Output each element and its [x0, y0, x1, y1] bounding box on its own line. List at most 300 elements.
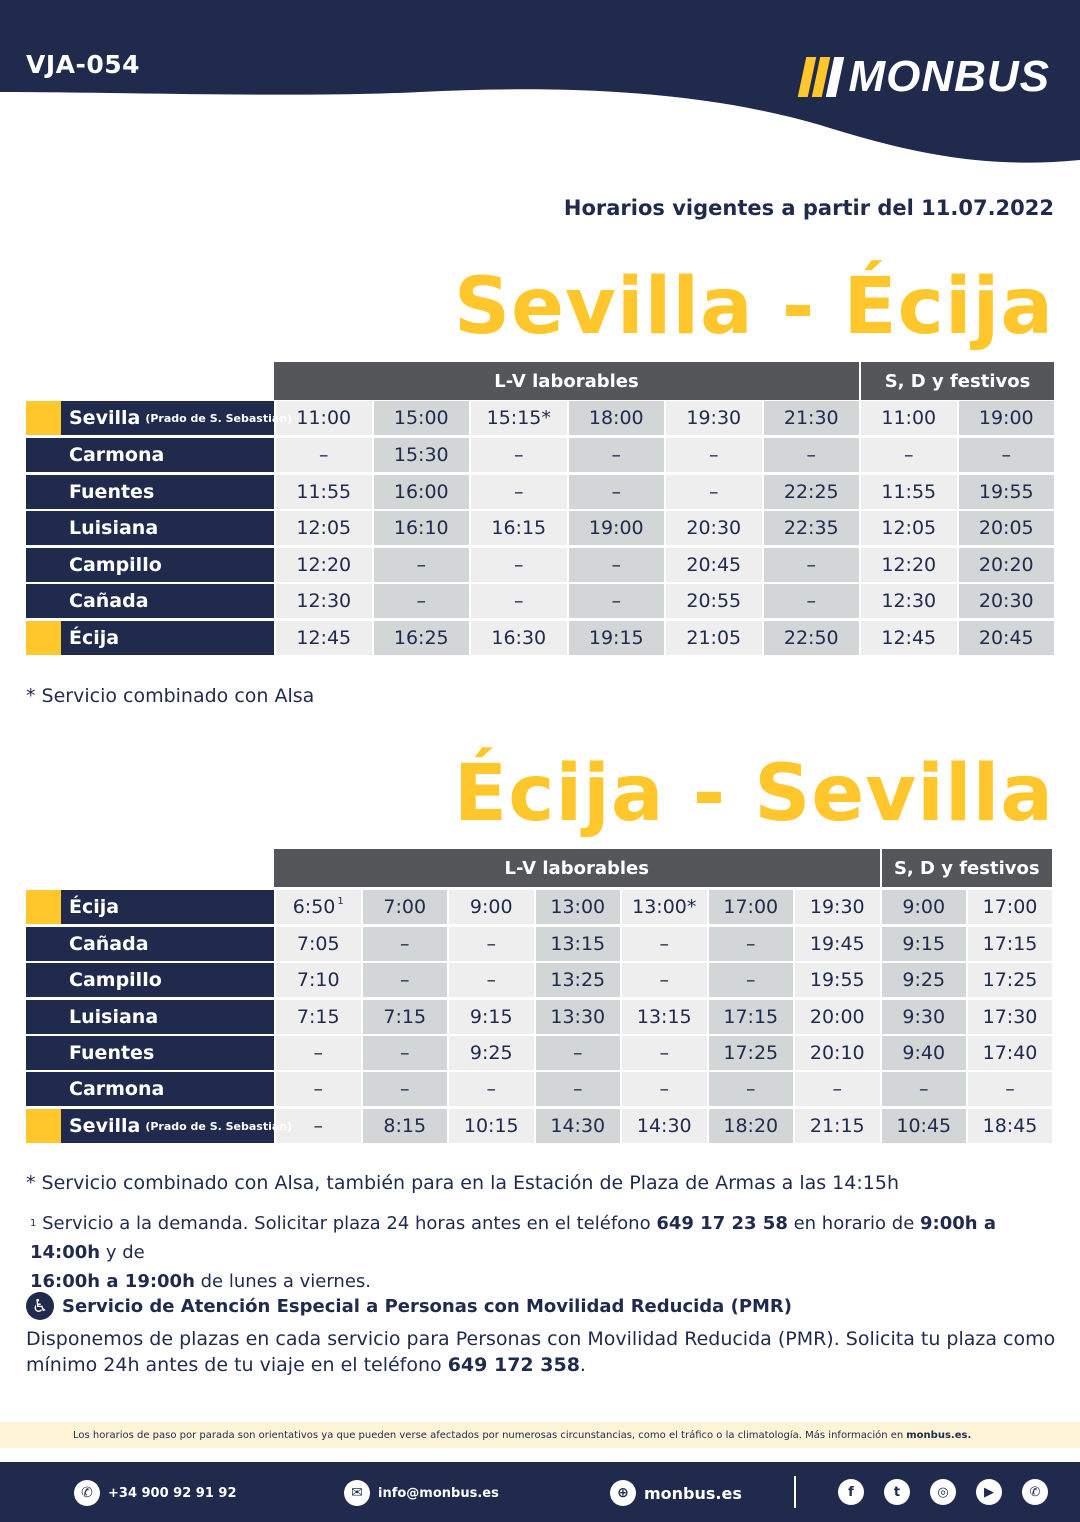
time-value: 22:35 [783, 517, 839, 539]
time-cell [372, 548, 470, 582]
time-cell [447, 1036, 534, 1070]
table-row [26, 584, 1054, 618]
time-value: – [400, 1042, 410, 1064]
time-value: 17:00 [982, 896, 1038, 918]
route-title-sevilla-ecija: Sevilla - Écija [453, 262, 1054, 352]
time-cell [274, 1000, 361, 1034]
stop-label: Carmona [69, 444, 165, 466]
time-value: – [746, 1078, 756, 1100]
pmr-phone: 649 172 358 [447, 1354, 580, 1376]
disclaimer-bar [0, 1422, 1080, 1448]
time-value: 12:20 [296, 554, 352, 576]
time-cell [859, 401, 957, 435]
stop-name [26, 475, 274, 509]
time-value: – [904, 444, 914, 466]
time-cell [793, 1072, 880, 1106]
time-value: – [400, 933, 410, 955]
time-cell [567, 621, 665, 655]
time-value: – [659, 933, 669, 955]
time-value: – [611, 481, 621, 503]
time-cell [664, 621, 762, 655]
time-value: 18:20 [723, 1115, 779, 1137]
table-row [26, 475, 1054, 509]
time-cell [274, 621, 372, 655]
time-cell [664, 548, 762, 582]
whatsapp-icon[interactable]: ✆ [1022, 1479, 1048, 1505]
time-value: 12:20 [881, 554, 937, 576]
time-value: 9:40 [902, 1042, 946, 1064]
time-cell [469, 584, 567, 618]
time-cell [567, 511, 665, 545]
time-value: 9:30 [902, 1006, 946, 1028]
footer [0, 1462, 1080, 1522]
time-cell [966, 1109, 1052, 1143]
time-cell [620, 927, 707, 961]
pmr-text-body: Disponemos de plazas en cada servicio para Personas con Movilidad Reducida (PMR). Solicita tu plaza como mínimo 24h antes de tu viaje en el teléfono [26, 1328, 1056, 1376]
time-cell [274, 584, 372, 618]
time-cell [762, 548, 860, 582]
time-value: 9:25 [902, 969, 946, 991]
time-value: 19:15 [588, 627, 644, 649]
valid-from-text: Horarios vigentes a partir del 11.07.2022 [563, 196, 1054, 220]
time-cell [361, 1072, 448, 1106]
time-cell [966, 1036, 1052, 1070]
stop-name [26, 1036, 274, 1070]
time-cell [664, 401, 762, 435]
stop-label: Cañada [69, 590, 149, 612]
time-value: 20:05 [978, 517, 1034, 539]
time-value: – [806, 554, 816, 576]
header-weekend: S, D y festivos [861, 362, 1054, 400]
time-value: – [806, 444, 816, 466]
time-cell [664, 475, 762, 509]
time-value: 13:15 [636, 1006, 692, 1028]
time-value: 19:30 [686, 407, 742, 429]
timetable-ecija-sevilla [26, 849, 1054, 1145]
facebook-icon[interactable]: f [838, 1479, 864, 1505]
stop-name [26, 1072, 274, 1106]
time-value: – [486, 1078, 496, 1100]
time-value: 18:45 [982, 1115, 1038, 1137]
time-cell [793, 890, 880, 924]
time-value: 7:05 [296, 933, 340, 955]
time-value: 13:15 [550, 933, 606, 955]
time-value: – [659, 969, 669, 991]
time-value: 8:15 [383, 1115, 427, 1137]
footer-web[interactable] [610, 1480, 742, 1506]
time-value: – [746, 933, 756, 955]
instagram-icon[interactable]: ◎ [930, 1479, 956, 1505]
time-value: 15:00 [393, 407, 449, 429]
time-cell [859, 475, 957, 509]
time-value: 20:30 [978, 590, 1034, 612]
monbus-logo [802, 52, 1050, 102]
youtube-icon[interactable]: ▶ [976, 1479, 1002, 1505]
time-value: – [514, 590, 524, 612]
social-icons [838, 1479, 1048, 1505]
time-cell [534, 963, 621, 997]
time-cell [469, 438, 567, 472]
time-cell [664, 584, 762, 618]
time-cell [567, 548, 665, 582]
demand-note-part4: de lunes a viernes. [194, 1271, 371, 1292]
time-cell [274, 927, 361, 961]
time-value: 18:00 [588, 407, 644, 429]
footer-phone[interactable] [74, 1480, 237, 1506]
time-value: 22:25 [783, 481, 839, 503]
time-cell [793, 927, 880, 961]
time-value: 9:00 [902, 896, 946, 918]
time-value: – [416, 554, 426, 576]
timetable1-note: * Servicio combinado con Alsa [26, 685, 315, 707]
table-row [26, 927, 1052, 961]
time-cell [567, 475, 665, 509]
table-row [26, 548, 1054, 582]
time-cell [372, 475, 470, 509]
stop-name [26, 401, 293, 435]
time-cell [620, 1109, 707, 1143]
stop-name [26, 438, 274, 472]
time-cell [859, 584, 957, 618]
time-value: – [746, 969, 756, 991]
time-value: 17:30 [982, 1006, 1038, 1028]
header-banner [0, 0, 1080, 175]
time-value: – [806, 590, 816, 612]
time-cell [707, 1072, 794, 1106]
time-cell [957, 475, 1055, 509]
globe-icon: ⊕ [610, 1480, 636, 1506]
time-cell [957, 438, 1055, 472]
table-row [26, 890, 1052, 924]
time-cell [707, 1109, 794, 1143]
header-weekday: L-V laborables [274, 362, 859, 400]
time-value: – [514, 481, 524, 503]
stop-label: Fuentes [69, 1042, 155, 1064]
time-value: – [319, 444, 329, 466]
table-row [26, 1072, 1052, 1106]
time-value: 17:40 [982, 1042, 1038, 1064]
time-value: – [313, 1115, 323, 1137]
time-value: 12:05 [296, 517, 352, 539]
time-cell [957, 401, 1055, 435]
time-value: 14:30 [636, 1115, 692, 1137]
time-value: 9:15 [469, 1006, 513, 1028]
time-cell [534, 1000, 621, 1034]
time-cell [620, 1036, 707, 1070]
time-value: 9:00 [469, 896, 513, 918]
time-value: 16:30 [491, 627, 547, 649]
time-value: – [1005, 1078, 1015, 1100]
header-weekday: L-V laborables [274, 849, 880, 887]
time-value: 7:00 [383, 896, 427, 918]
time-value: 12:45 [296, 627, 352, 649]
table-row [26, 1109, 1052, 1143]
stop-name [26, 890, 274, 924]
time-cell [469, 475, 567, 509]
time-cell [880, 1036, 967, 1070]
time-cell [793, 1000, 880, 1034]
time-value: 19:00 [978, 407, 1034, 429]
time-value: 21:30 [783, 407, 839, 429]
time-cell [372, 511, 470, 545]
time-value: 20:10 [809, 1042, 865, 1064]
stop-label: Sevilla [69, 407, 141, 429]
time-cell [859, 438, 957, 472]
demand-note-phone: 649 17 23 58 [656, 1213, 788, 1234]
logo-stripes-icon [798, 57, 845, 97]
time-value: 21:05 [686, 627, 742, 649]
time-value: – [659, 1078, 669, 1100]
time-value: 13:30 [550, 1006, 606, 1028]
time-value: – [1001, 444, 1011, 466]
time-value: 17:15 [982, 933, 1038, 955]
time-value: 16:15 [491, 517, 547, 539]
twitter-icon[interactable]: t [884, 1479, 910, 1505]
stop-label: Écija [69, 896, 120, 918]
time-cell [957, 584, 1055, 618]
time-value: – [573, 1042, 583, 1064]
time-cell [880, 927, 967, 961]
time-value: 15:30 [393, 444, 449, 466]
disclaimer-text: Los horarios de paso por parada son orientativos ya que pueden verse afectados por numerosas circunstancias, como el tráfico o la climatología. Más información en [73, 1429, 904, 1441]
time-cell [762, 475, 860, 509]
time-cell [274, 511, 372, 545]
disclaimer-link[interactable]: monbus.es. [906, 1429, 972, 1441]
logo-text: MONBUS [848, 52, 1050, 101]
time-value: 16:10 [393, 517, 449, 539]
time-value: – [400, 969, 410, 991]
stop-name [26, 1000, 274, 1034]
time-cell [469, 548, 567, 582]
time-value: 11:00 [881, 407, 937, 429]
time-cell [447, 1109, 534, 1143]
stop-sublabel: (Prado de S. Sebastián) [145, 1119, 293, 1133]
time-cell [274, 963, 361, 997]
time-cell [361, 1000, 448, 1034]
stop-label: Fuentes [69, 481, 155, 503]
time-value: 13:00* [632, 896, 697, 918]
time-value: 13:00 [550, 896, 606, 918]
time-value: 7:10 [296, 969, 340, 991]
stop-name [26, 584, 274, 618]
table-row [26, 511, 1054, 545]
time-cell [762, 438, 860, 472]
time-cell [762, 584, 860, 618]
time-value: – [709, 481, 719, 503]
time-cell [469, 401, 567, 435]
time-cell [957, 548, 1055, 582]
time-value: 17:15 [723, 1006, 779, 1028]
table-row [26, 438, 1054, 472]
time-cell [567, 401, 665, 435]
time-cell [567, 438, 665, 472]
table-row [26, 1036, 1052, 1070]
stop-sublabel: (Prado de S. Sebastián) [145, 411, 293, 425]
time-value: – [313, 1042, 323, 1064]
time-value: 12:05 [881, 517, 937, 539]
time-value: – [611, 554, 621, 576]
time-cell [793, 963, 880, 997]
stop-label: Cañada [69, 933, 149, 955]
time-value: – [611, 590, 621, 612]
time-cell [957, 511, 1055, 545]
time-value: 22:50 [783, 627, 839, 649]
time-cell [361, 890, 448, 924]
time-cell [534, 1036, 621, 1070]
time-value: 21:15 [809, 1115, 865, 1137]
time-cell [469, 511, 567, 545]
timetable2-note: * Servicio combinado con Alsa, también para en la Estación de Plaza de Armas a las 14:15h [26, 1172, 899, 1194]
time-cell [707, 963, 794, 997]
time-value: 16:25 [393, 627, 449, 649]
table-row [26, 963, 1052, 997]
time-cell [966, 1000, 1052, 1034]
time-cell [707, 890, 794, 924]
time-value: – [832, 1078, 842, 1100]
route-title-ecija-sevilla: Écija - Sevilla [453, 749, 1054, 839]
time-value: – [659, 1042, 669, 1064]
time-value: 19:55 [978, 481, 1034, 503]
time-value: 19:45 [809, 933, 865, 955]
time-value: 7:15 [383, 1006, 427, 1028]
time-value: – [709, 444, 719, 466]
footer-phone-text: +34 900 92 91 92 [108, 1485, 237, 1501]
time-value: – [573, 1078, 583, 1100]
time-cell [447, 927, 534, 961]
time-value: 11:00 [296, 407, 352, 429]
time-cell [361, 1109, 448, 1143]
time-value: – [514, 444, 524, 466]
time-cell [707, 1036, 794, 1070]
time-cell [620, 1072, 707, 1106]
time-value: 12:30 [296, 590, 352, 612]
time-cell [534, 927, 621, 961]
demand-note-hours1: 9:00h a 14:00h [30, 1213, 996, 1263]
time-cell [707, 1000, 794, 1034]
stop-label: Sevilla [69, 1115, 141, 1137]
time-value: 7:15 [296, 1006, 340, 1028]
time-value: – [486, 933, 496, 955]
time-value: – [919, 1078, 929, 1100]
table-row [26, 401, 1054, 435]
time-value: 11:55 [881, 481, 937, 503]
time-value: 19:00 [588, 517, 644, 539]
table-row [26, 1000, 1052, 1034]
time-cell [620, 890, 707, 924]
time-cell [966, 1072, 1052, 1106]
demand-note-sup: 1 [30, 1218, 37, 1229]
time-cell [762, 621, 860, 655]
time-cell [534, 1109, 621, 1143]
time-cell [859, 621, 957, 655]
time-value: 14:30 [550, 1115, 606, 1137]
time-cell [880, 1109, 967, 1143]
stop-name [26, 548, 274, 582]
footer-divider [794, 1476, 796, 1508]
time-cell [880, 890, 967, 924]
time-value: – [400, 1078, 410, 1100]
time-value: 20:45 [978, 627, 1034, 649]
time-value: – [514, 554, 524, 576]
time-value: 6:50 [292, 896, 336, 918]
time-value: 17:25 [982, 969, 1038, 991]
time-value: 17:00 [723, 896, 779, 918]
time-cell [620, 1000, 707, 1034]
pmr-title-text: Servicio de Atención Especial a Personas con Movilidad Reducida (PMR) [62, 1295, 793, 1317]
mail-icon: ✉ [344, 1480, 370, 1506]
time-cell [762, 401, 860, 435]
stop-name [26, 927, 274, 961]
stop-label: Campillo [69, 554, 162, 576]
stop-name [26, 1109, 293, 1143]
stop-label: Luisiana [69, 1006, 159, 1028]
time-value: 13:25 [550, 969, 606, 991]
stop-label: Campillo [69, 969, 162, 991]
time-cell [361, 1036, 448, 1070]
footer-web-text: monbus.es [644, 1483, 742, 1503]
time-value: – [486, 969, 496, 991]
time-cell [274, 890, 361, 924]
time-cell [664, 511, 762, 545]
stop-label: Carmona [69, 1078, 165, 1100]
time-cell [957, 621, 1055, 655]
pmr-title [26, 1292, 792, 1320]
time-value: 9:15 [902, 933, 946, 955]
footer-email[interactable] [344, 1480, 499, 1506]
time-cell [762, 511, 860, 545]
time-cell [966, 927, 1052, 961]
time-cell [361, 963, 448, 997]
time-value: 20:00 [809, 1006, 865, 1028]
time-cell [469, 621, 567, 655]
time-cell [793, 1109, 880, 1143]
footer-email-text: info@monbus.es [378, 1485, 499, 1501]
time-value: 19:30 [809, 896, 865, 918]
time-cell [859, 511, 957, 545]
time-value: 12:30 [881, 590, 937, 612]
demand-service-note [30, 1209, 1060, 1296]
demand-note-part3: y de [100, 1242, 145, 1263]
superscript-marker: 1 [337, 895, 344, 907]
time-cell [361, 927, 448, 961]
time-value: 20:30 [686, 517, 742, 539]
time-cell [966, 890, 1052, 924]
time-cell [859, 548, 957, 582]
stop-name [26, 511, 274, 545]
time-value: 16:00 [393, 481, 449, 503]
phone-icon: ✆ [74, 1480, 100, 1506]
timetable-sevilla-ecija [26, 362, 1054, 658]
time-cell [567, 584, 665, 618]
demand-note-hours2: 16:00h a 19:00h [30, 1271, 195, 1292]
stop-label: Écija [69, 627, 120, 649]
time-value: 12:45 [881, 627, 937, 649]
time-cell [534, 890, 621, 924]
time-value: – [611, 444, 621, 466]
time-value: 11:55 [296, 481, 352, 503]
time-value: 17:25 [723, 1042, 779, 1064]
header-weekend: S, D y festivos [882, 849, 1053, 887]
time-cell [793, 1036, 880, 1070]
time-value: 20:55 [686, 590, 742, 612]
demand-note-part1: Servicio a la demanda. Solicitar plaza 24 horas antes en el teléfono [42, 1213, 657, 1234]
time-cell [880, 1072, 967, 1106]
time-value: 19:55 [809, 969, 865, 991]
time-value: – [313, 1078, 323, 1100]
stop-name [26, 963, 274, 997]
demand-note-part2: en horario de [787, 1213, 920, 1234]
time-value: 15:15* [486, 407, 551, 429]
